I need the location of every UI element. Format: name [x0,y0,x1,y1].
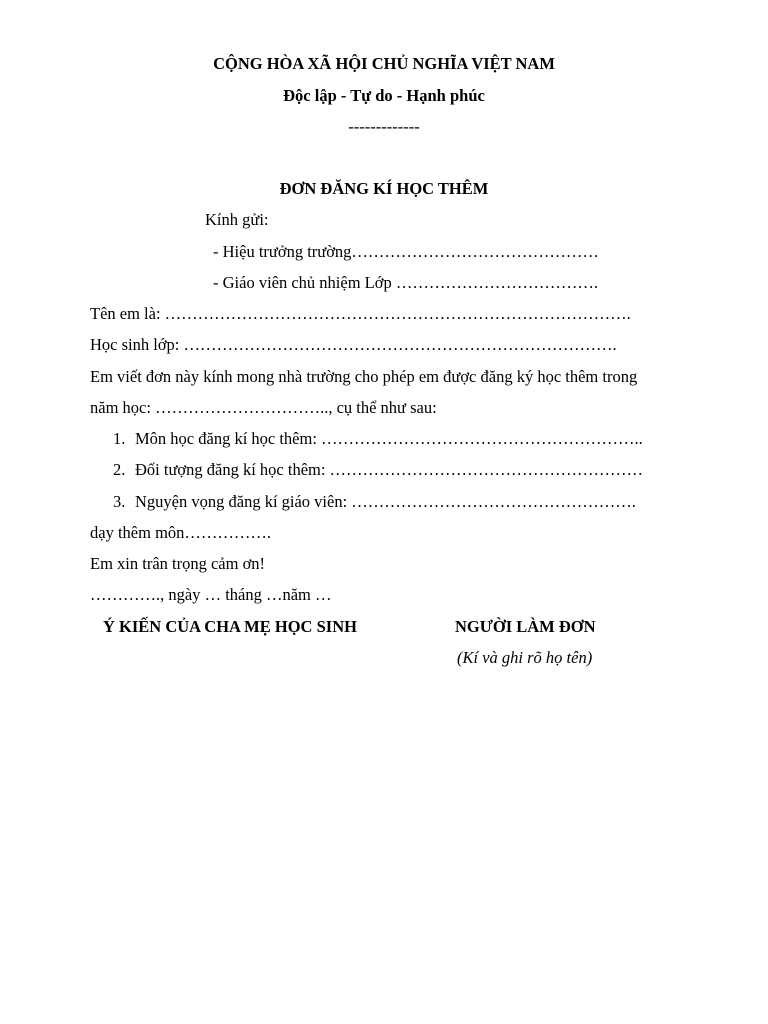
recipient-homeroom-teacher: - Giáo viên chủ nhiệm Lớp ………………………………. [213,273,598,292]
header-separator: ------------- [348,117,420,136]
applicant-signature-note: (Kí và ghi rõ họ tên) [457,648,593,667]
date-line: …………., ngày … tháng …năm … [90,585,332,604]
motto: Độc lập - Tự do - Hạnh phúc [283,86,485,105]
list-item [113,492,636,512]
applicant-label: NGƯỜI LÀM ĐƠN [455,617,596,636]
list-item-text: Môn học đăng kí học thêm: ………………………………………………….. [135,429,643,448]
national-title: CỘNG HÒA XÃ HỘI CHỦ NGHĨA VIỆT NAM [213,54,555,73]
list-item [113,429,643,449]
greeting: Kính gửi: [205,210,269,229]
student-name-line: Tên em là: …………………………………………………………………………. [90,304,631,323]
request-line-1: Em viết đơn này kính mong nhà trường cho phép em được đăng ký học thêm trong [90,367,638,386]
list-item-number: 1. [113,429,126,448]
list-item-number: 2. [113,460,126,479]
list-item-text: Nguyện vọng đăng kí giáo viên: ……………………………………………. [135,492,636,511]
recipient-principal: - Hiệu trưởng trường……………………………………… [213,242,599,261]
request-line-2: năm học: ………………………….., cụ thể như sau: [90,398,437,417]
list-item-text: Đối tượng đăng kí học thêm: ………………………………………………… [135,460,644,479]
subject-continuation: dạy thêm môn……………. [90,523,272,542]
parent-opinion-label: Ý KIẾN CỦA CHA MẸ HỌC SINH [103,617,357,636]
list-item [113,460,643,480]
form-title: ĐƠN ĐĂNG KÍ HỌC THÊM [279,179,489,198]
thanks-line: Em xin trân trọng cảm ơn! [90,554,266,573]
student-class-line: Học sinh lớp: ……………………………………………………………………. [90,335,617,354]
list-item-number: 3. [113,492,126,511]
